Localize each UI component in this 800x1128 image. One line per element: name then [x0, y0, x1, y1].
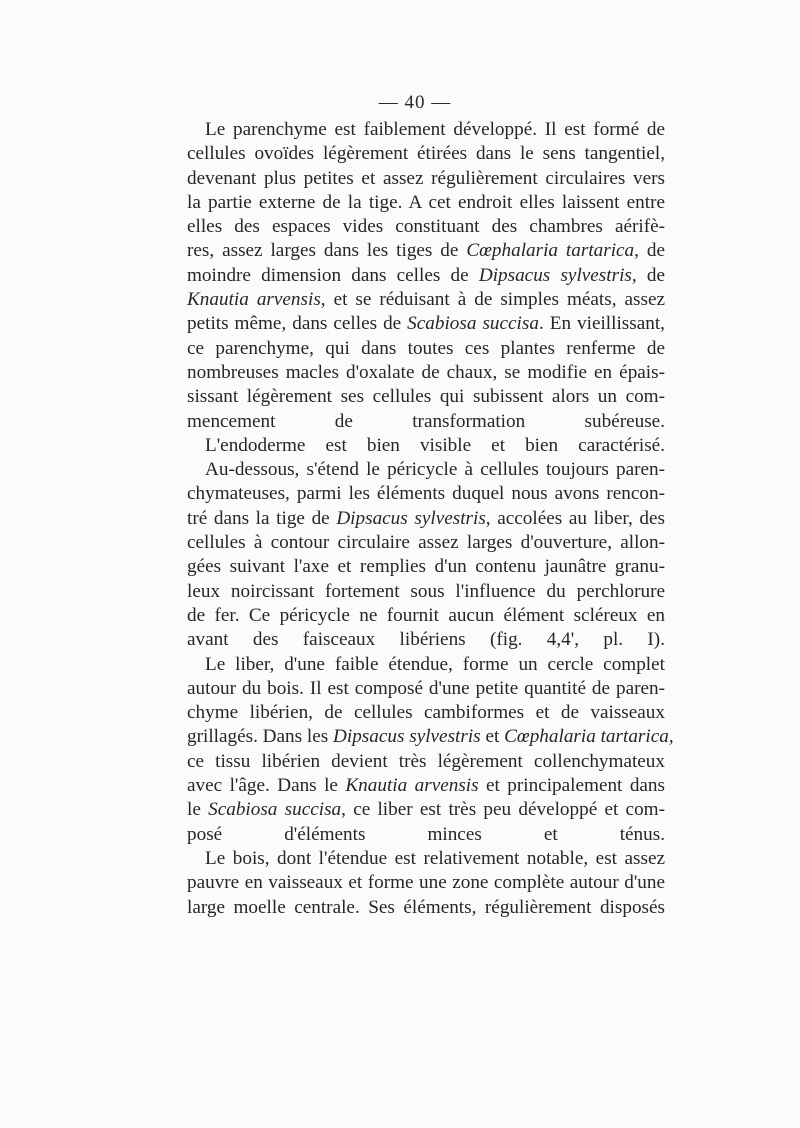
- text-line: [187, 580, 665, 604]
- text-line: [187, 361, 665, 385]
- text-run: Le bois, dont l'étendue est relativement notable, est assez: [205, 847, 665, 869]
- text-run: . En vieillissant,: [538, 313, 665, 335]
- text-run: sissant légèrement ses cellules qui subissent alors un com-: [187, 386, 665, 408]
- text-line: [187, 774, 665, 798]
- text-line: [187, 264, 665, 288]
- text-run: Le liber, d'une faible étendue, forme un cercle complet: [205, 653, 665, 675]
- text-run: Au-dessous, s'étend le péricycle à cellules toujours paren-: [205, 459, 665, 481]
- text-line: [187, 555, 665, 579]
- text-run: L'endoderme est bien visible et bien caractérisé.: [205, 434, 665, 456]
- text-line: [187, 239, 665, 263]
- text-run: et principalement dans: [478, 775, 665, 797]
- text-run: et: [480, 726, 505, 748]
- page-number: — 40 —: [378, 92, 452, 113]
- species-name: Scabiosa succisa: [407, 313, 539, 335]
- text-run: devenant plus petites et assez régulièrement circulaires vers: [187, 167, 665, 189]
- text-run: , accolées au liber, des: [485, 507, 665, 529]
- species-name: Knautia arvensis: [187, 289, 321, 311]
- text-run: posé d'éléments minces et ténus.: [187, 823, 665, 845]
- text-run: , ce liber est très peu développé et com-: [341, 799, 665, 821]
- text-run: cellules à contour circulaire assez larges d'ouverture, allon-: [187, 532, 665, 554]
- text-run: mencement de transformation subéreuse.: [187, 410, 665, 432]
- species-name: Dipsacus sylvestris: [478, 264, 632, 286]
- species-name: Cœphalaria tartarica: [504, 726, 669, 748]
- text-run: ,: [668, 726, 674, 748]
- text-line: [187, 628, 665, 652]
- text-run: autour du bois. Il est composé d'une petite quantité de paren-: [187, 677, 665, 699]
- text-line: [187, 847, 665, 871]
- text-line: [187, 871, 665, 895]
- text-run: moindre dimension dans celles de: [187, 264, 479, 286]
- text-line: [187, 823, 665, 847]
- species-name: Knautia arvensis: [345, 775, 479, 797]
- body-text: [187, 118, 674, 920]
- species-name: Cœphalaria tartarica: [466, 240, 635, 262]
- text-line: [187, 482, 665, 506]
- text-line: [187, 288, 665, 312]
- text-run: , de: [631, 264, 665, 286]
- text-run: elles des espaces vides constituant des chambres aérifè-: [187, 216, 665, 238]
- paragraph: [187, 434, 665, 458]
- text-run: avec l'âge. Dans le: [187, 775, 346, 797]
- text-line: [187, 458, 665, 482]
- text-line: [187, 507, 665, 531]
- text-line: [187, 701, 665, 725]
- text-line: [187, 167, 665, 191]
- text-run: nombreuses macles d'oxalate de chaux, se modifie en épais-: [187, 361, 665, 383]
- text-run: Le parenchyme est faiblement développé. Il est formé de: [205, 119, 665, 140]
- text-run: leux noircissant fortement sous l'influence du perchlorure: [187, 580, 665, 602]
- text-line: [187, 215, 665, 239]
- text-line: [187, 142, 665, 166]
- text-run: res, assez larges dans les tiges de: [187, 240, 467, 262]
- text-line: [187, 191, 665, 215]
- text-run: ce parenchyme, qui dans toutes ces plantes renferme de: [187, 337, 665, 359]
- text-run: petits même, dans celles de: [187, 313, 408, 335]
- text-line: [187, 531, 665, 555]
- text-run: pauvre en vaisseaux et forme une zone complète autour d'une: [187, 872, 665, 894]
- text-line: [187, 750, 665, 774]
- text-line: [187, 896, 665, 920]
- text-run: avant des faisceaux libériens (fig. 4,4', pl. I).: [187, 629, 665, 651]
- paragraph: [187, 458, 665, 652]
- text-run: , et se réduisant à de simples méats, assez: [320, 289, 665, 311]
- text-line: [187, 434, 665, 458]
- species-name: Dipsacus sylvestris: [333, 726, 481, 748]
- text-run: ce tissu libérien devient très légèrement collenchymateux: [187, 750, 665, 772]
- text-run: chyme libérien, de cellules cambiformes et de vaisseaux: [187, 702, 665, 724]
- text-run: , de: [634, 240, 665, 262]
- text-line: [187, 798, 665, 822]
- species-name: Dipsacus sylvestris: [336, 507, 486, 529]
- text-run: gées suivant l'axe et remplies d'un contenu jaunâtre granu-: [187, 556, 665, 578]
- paragraph: [187, 653, 674, 847]
- species-name: Scabiosa succisa: [208, 799, 342, 821]
- text-line: [187, 337, 665, 361]
- text-line: [187, 725, 674, 749]
- text-line: [187, 385, 665, 409]
- text-line: [187, 118, 665, 142]
- text-run: la partie externe de la tige. A cet endroit elles laissent entre: [187, 191, 665, 213]
- text-line: [187, 410, 665, 434]
- paragraph: [187, 118, 665, 434]
- text-line: [187, 677, 665, 701]
- text-run: tré dans la tige de: [187, 507, 337, 529]
- paragraph: [187, 847, 665, 920]
- text-run: chymateuses, parmi les éléments duquel nous avons rencon-: [187, 483, 665, 505]
- text-run: le: [187, 799, 209, 821]
- text-line: [187, 604, 665, 628]
- text-run: grillagés. Dans les: [187, 726, 334, 748]
- text-run: de fer. Ce péricycle ne fournit aucun élément scléreux en: [187, 604, 665, 626]
- text-run: cellules ovoïdes légèrement étirées dans le sens tangentiel,: [187, 143, 665, 165]
- text-line: [187, 312, 665, 336]
- text-run: large moelle centrale. Ses éléments, régulièrement disposés: [187, 896, 665, 918]
- text-line: [187, 653, 665, 677]
